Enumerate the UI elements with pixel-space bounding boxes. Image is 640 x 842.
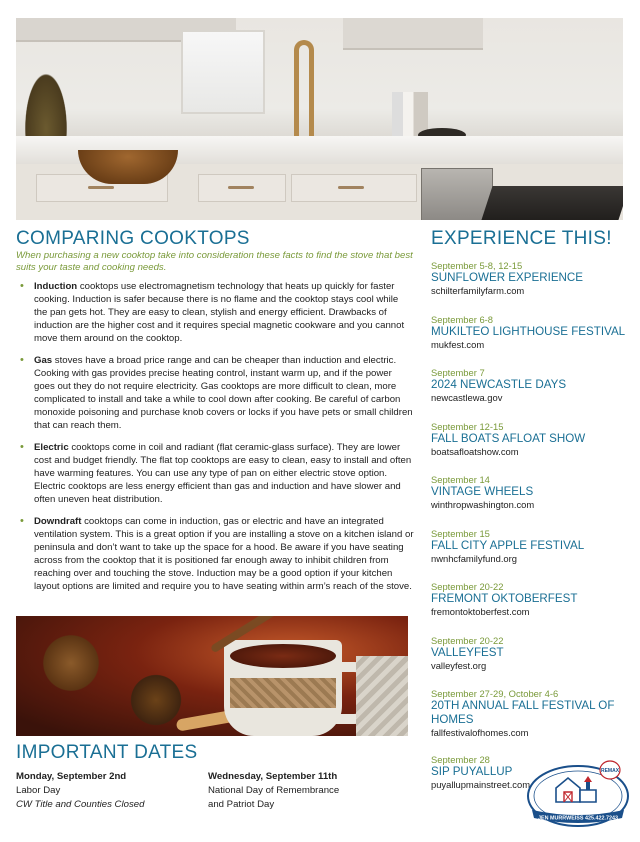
event-date: September 20-22 (431, 581, 504, 592)
event-item (431, 367, 631, 421)
event-website[interactable]: nwnhcfamilyfund.org (431, 552, 517, 564)
mulled-cider-photo (16, 616, 408, 736)
date-entry (16, 770, 144, 812)
barn-seal-icon (522, 758, 634, 830)
event-date: September 28 (431, 754, 490, 765)
drawer-handle (88, 186, 114, 189)
oven (421, 168, 493, 220)
event-website[interactable]: boatsafloatshow.com (431, 445, 519, 457)
event-date: September 12-15 (431, 420, 504, 432)
event-item (431, 421, 631, 475)
event-name: FREMONT OKTOBERFEST (431, 592, 578, 605)
cooktop-term: Downdraft (34, 516, 82, 527)
upper-cabinet-right (343, 18, 483, 50)
event-date: September 6-8 (431, 313, 494, 325)
date-event: National Day of Remembrance (208, 785, 340, 796)
event-name: FALL BOATS AFLOAT SHOW (431, 431, 586, 445)
list-item (16, 354, 414, 432)
event-website[interactable]: valleyfest.org (431, 659, 487, 671)
date-label: Monday, September 2nd (16, 771, 127, 782)
event-name: VALLEYFEST (431, 645, 504, 659)
cooktop-term: Induction (34, 281, 78, 292)
cooktop-list (16, 280, 414, 602)
list-item (16, 280, 414, 345)
bullet-icon: • (20, 515, 24, 527)
event-date: September 14 (431, 474, 490, 485)
kitchen-photo (16, 18, 623, 220)
pine-cone (36, 634, 106, 692)
bullet-icon: • (20, 441, 24, 453)
event-date: September 15 (431, 527, 490, 539)
drawer-handle (228, 186, 254, 189)
seal-contact-text: JEN MURRWEISS 425.422.7243 (538, 815, 618, 822)
kitchen-window (181, 30, 265, 114)
cooktop-text: cooktops can come in induction, gas or electric and have an integrated ventilation system. This is a great option if you are installing a stove on a kitchen island or peninsula and don’t want to take up the space for a hood. Be aware if you have seating across from the cooktop that it is positioned far enough away to inhibit children from reaching over and touching the stove. Induction may be a good option if your kitchen layout options are limited and require you to have seating within arm’s reach of the stove. (34, 516, 414, 592)
seal-badge: REMAX (600, 768, 620, 774)
important-dates-title: IMPORTANT DATES (16, 742, 198, 763)
event-name: FALL CITY APPLE FESTIVAL (431, 538, 585, 552)
drink (230, 644, 336, 668)
date-entry (208, 770, 339, 812)
cooktops-intro: When purchasing a new cooktop take into consideration these facts to find the stove that best suits your taste and cooking needs. (16, 250, 413, 273)
event-item (431, 474, 631, 528)
event-item (431, 528, 631, 582)
event-name: VINTAGE WHEELS (431, 485, 534, 498)
list-item (16, 515, 414, 593)
event-date: September 27-29, October 4-6 (431, 688, 559, 699)
cooktops-title: COMPARING COOKTOPS (16, 228, 250, 249)
bullet-icon: • (20, 354, 24, 366)
date-event: and Patriot Day (208, 799, 275, 810)
event-website[interactable]: newcastlewa.gov (431, 392, 503, 403)
event-item (431, 314, 631, 368)
cooktop-text: cooktops come in coil and radiant (flat ceramic-glass surface). They are lower cost and budget friendly. The flat top cooktops are easy to clean, easy to install and often have warming features. You can use any type of pan on either electric stove option. Electric cooktops are less energy efficient than gas and induction and have slower and often uneven heat distribution. (34, 442, 412, 505)
cooktop-term: Electric (34, 442, 69, 453)
event-website[interactable]: mukfest.com (431, 338, 485, 350)
cooktop-text: cooktops use electromagnetism technology that heats up quickly for faster cooking. Induction is safer because there is no flame and the cooktop stays cool while the pan gets hot. They are easy to clean, stylish and energy efficient. Drawbacks of induction are the higher cost and it requires special magnetic cookware and you cannot move them around on the cooktop. (34, 281, 405, 344)
event-list (431, 260, 631, 808)
bullet-icon: • (20, 280, 24, 292)
gas-stove (480, 186, 623, 220)
event-website[interactable]: schilterfamilyfarm.com (431, 285, 525, 296)
pine-cone (126, 672, 186, 728)
date-event: Labor Day (16, 785, 61, 796)
event-date: September 20-22 (431, 634, 504, 646)
cooktop-term: Gas (34, 355, 53, 366)
event-item (431, 581, 631, 635)
event-date: September 7 (431, 367, 485, 378)
event-website[interactable]: fremontoktoberfest.com (431, 606, 530, 617)
burlap-wrap (230, 678, 336, 708)
event-name: SUNFLOWER EXPERIENCE (431, 271, 584, 284)
cooktop-text: stoves have a broad price range and can be cheaper than induction and electric. Cooking with gas provides precise heating control, instant warm up, and if the power goes out they do not require electricity. Gas cooktops are more difficult to clean, more complicated to install and take a while to cool down after cooking. Be careful of carbon monoxide poisoning and purchase knob covers or locks if you have pets or small children that can reach them. (34, 355, 413, 431)
faucet (294, 40, 314, 145)
event-website[interactable]: winthropwashington.com (431, 499, 535, 510)
list-item (16, 441, 414, 506)
date-label: Wednesday, September 11th (208, 771, 338, 782)
event-date: September 5-8, 12-15 (431, 260, 523, 271)
event-name: SIP PUYALLUP (431, 765, 513, 778)
event-name: 20TH ANNUAL FALL FESTIVAL OF HOMES (431, 699, 615, 726)
experience-title: EXPERIENCE THIS! (431, 228, 612, 249)
date-note: CW Title and Counties Closed (16, 799, 145, 810)
event-name: MUKILTEO LIGHTHOUSE FESTIVAL (431, 324, 626, 338)
event-item (431, 688, 631, 754)
event-item (431, 635, 631, 689)
plant (22, 66, 70, 144)
knit-cloth (356, 656, 408, 736)
event-website[interactable]: fallfestivalofhomes.com (431, 727, 529, 738)
event-item (431, 260, 631, 314)
drawer-handle (338, 186, 364, 189)
event-website[interactable]: puyallupmainstreet.com (431, 779, 531, 790)
event-name: 2024 NEWCASTLE DAYS (431, 378, 567, 391)
